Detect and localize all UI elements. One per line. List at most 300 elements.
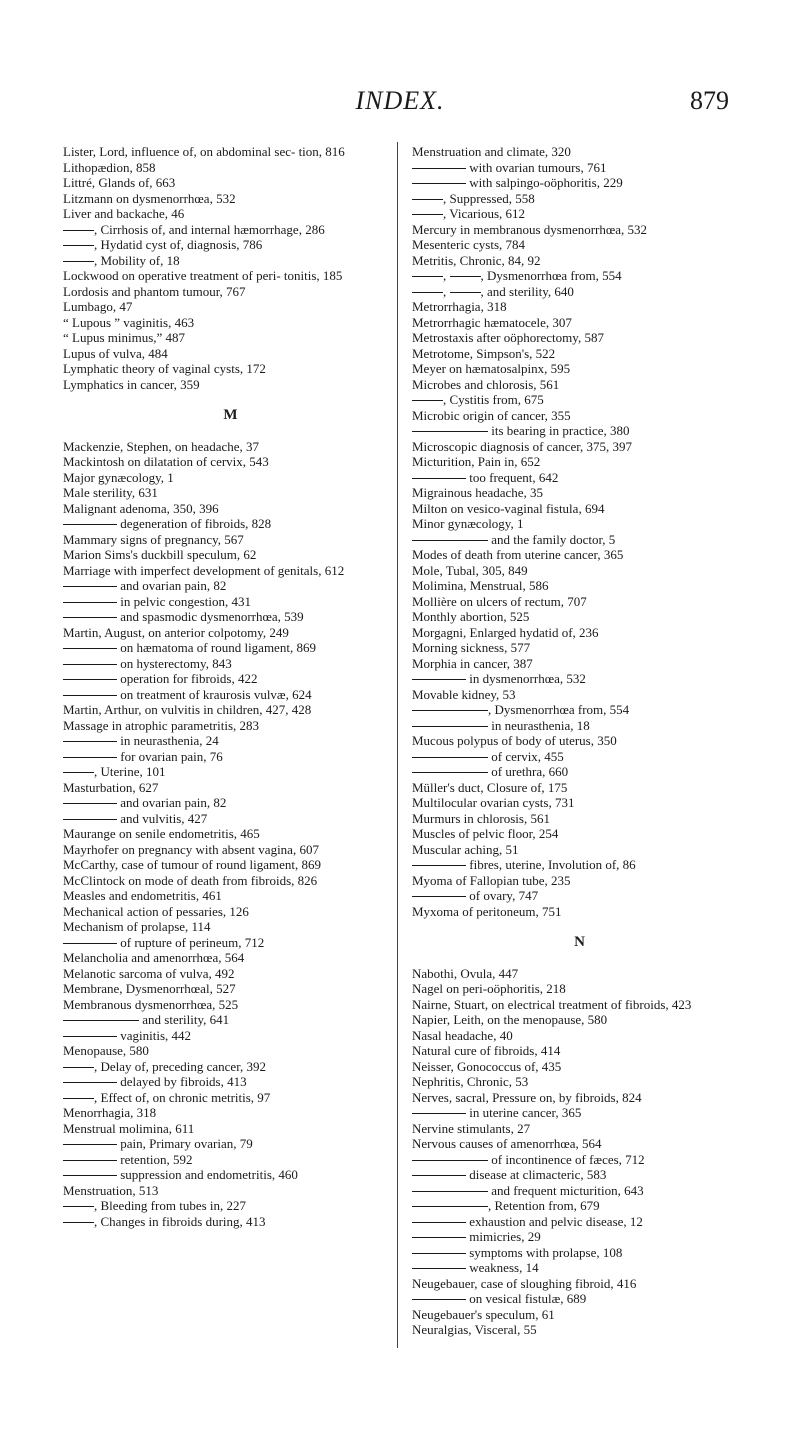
index-subentry (63, 1214, 398, 1230)
entry-text: of urethra, 660 (491, 764, 569, 779)
index-entry (412, 826, 747, 842)
index-entry (63, 780, 398, 796)
index-subentry (63, 1074, 398, 1090)
index-entry (412, 315, 747, 331)
index-subentry (63, 578, 398, 594)
entry-text: Litzmann on dysmenorrhœa, 532 (63, 190, 236, 206)
entry-text: Nabothi, Ovula, 447 (412, 965, 519, 981)
repeat-dash (63, 1067, 94, 1068)
entry-text: Morgagni, Enlarged hydatid of, 236 (412, 624, 599, 640)
repeat-dash (63, 524, 117, 525)
index-entry (63, 904, 398, 920)
section-letter-heading: M (223, 406, 238, 423)
repeat-dash (412, 1222, 466, 1223)
index-entry (412, 299, 747, 315)
index-entry (412, 1307, 747, 1323)
entry-text: Metrorrhagia, 318 (412, 299, 507, 314)
repeat-dash (412, 431, 488, 432)
entry-text: Lordosis and phantom tumour, 767 (63, 283, 246, 299)
entry-text: suppression and endometritis, 460 (120, 1167, 298, 1182)
entry-text: its bearing in practice, 380 (491, 423, 630, 438)
entry-text: Movable kidney, 53 (412, 686, 516, 702)
index-entry (412, 454, 747, 470)
entry-text: , Changes in fibroids during, 413 (94, 1213, 266, 1229)
entry-text: Microbic origin of cancer, 355 (412, 407, 571, 423)
entry-text: McClintock on mode of death from fibroids, 826 (63, 872, 318, 888)
index-entry (63, 950, 398, 966)
index-subentry (63, 935, 398, 951)
entry-text: Neugebauer, case of sloughing fibroid, 416 (412, 1275, 637, 1291)
index-subentry (412, 888, 747, 904)
entry-text: Neisser, Gonococcus of, 435 (412, 1058, 562, 1074)
index-entry (412, 1059, 747, 1075)
entry-text: and sterility, 641 (142, 1012, 230, 1027)
repeat-dash (63, 695, 117, 696)
entry-text: Lupus of vulva, 484 (63, 345, 168, 361)
entry-text: Menstrual molimina, 611 (63, 1120, 195, 1136)
entry-text: Natural cure of fibroids, 414 (412, 1043, 561, 1058)
entry-text: Lumbago, 47 (63, 299, 133, 314)
entry-text: Mackenzie, Stephen, on headache, 37 (63, 438, 260, 454)
index-entry (412, 330, 747, 346)
index-subentry (63, 1167, 398, 1183)
index-subentry (63, 609, 398, 625)
index-subentry (412, 1214, 747, 1230)
repeat-dash (63, 679, 117, 680)
entry-text: on vesical fistulæ, 689 (469, 1291, 587, 1306)
entry-text: delayed by fibroids, 413 (120, 1074, 247, 1089)
index-entry (63, 299, 398, 315)
index-entry (412, 625, 747, 641)
index-entry (63, 1105, 398, 1121)
index-subentry (412, 1291, 747, 1307)
index-entry (63, 826, 398, 842)
repeat-dash (412, 214, 443, 215)
entry-text: weakness, 14 (469, 1260, 539, 1275)
entry-text: mimicries, 29 (469, 1229, 541, 1244)
entry-text: Neuralgias, Visceral, 55 (412, 1322, 537, 1337)
entry-text: Mollière on ulcers of rectum, 707 (412, 593, 587, 609)
entry-text: Microscopic diagnosis of cancer, 375, 397 (412, 438, 633, 454)
repeat-dash (412, 292, 443, 293)
entry-text: Membranous dysmenorrhœa, 525 (63, 996, 239, 1012)
entry-text: in neurasthenia, 24 (120, 733, 219, 748)
entry-text: , and sterility, 640 (480, 283, 574, 299)
repeat-dash (63, 1222, 94, 1223)
repeat-dash (412, 168, 466, 169)
entry-text: , Retention from, 679 (488, 1198, 600, 1213)
entry-text: Masturbation, 627 (63, 779, 159, 795)
index-subentry: , , and sterility, 640 (412, 284, 747, 300)
index-entry (63, 191, 398, 207)
entry-text: on treatment of kraurosis vulvæ, 624 (120, 686, 312, 702)
entry-text: Nasal headache, 40 (412, 1027, 513, 1043)
entry-text: Menstruation, 513 (63, 1182, 159, 1198)
entry-text: pain, Primary ovarian, 79 (120, 1136, 253, 1151)
entry-text: “ Lupous ” vaginitis, 463 (63, 314, 195, 330)
entry-text: exhaustion and pelvic disease, 12 (469, 1213, 643, 1229)
index-entry (412, 811, 747, 827)
entry-text: with ovarian tumours, 761 (469, 159, 607, 175)
index-subentry (412, 1105, 747, 1121)
index-entry (412, 873, 747, 889)
entry-text: Morphia in cancer, 387 (412, 655, 533, 671)
index-entry (63, 175, 398, 191)
index-entry (412, 377, 747, 393)
index-entry (412, 485, 747, 501)
index-column-right (412, 144, 747, 1338)
index-entry (63, 361, 398, 377)
entry-text: on hysterectomy, 843 (120, 655, 232, 671)
index-subentry (63, 222, 398, 238)
index-entry (412, 842, 747, 858)
repeat-dash (63, 586, 117, 587)
entry-text: Milton on vesico-vaginal fistula, 694 (412, 500, 605, 516)
entry-text: Nerves, sacral, Pressure on, by fibroids, 824 (412, 1089, 642, 1105)
index-entry (412, 1136, 747, 1152)
repeat-dash (412, 1253, 466, 1254)
entry-text: Morning sickness, 577 (412, 640, 531, 655)
section-spacer (412, 919, 747, 935)
entry-text: Muscular aching, 51 (412, 841, 519, 857)
entry-text: Marriage with imperfect development of genitals, 612 (63, 562, 345, 578)
index-entry (63, 485, 398, 501)
repeat-dash (450, 292, 481, 293)
entry-text: , Effect of, on chronic metritis, 97 (94, 1089, 271, 1105)
entry-text: with salpingo-oöphoritis, 229 (469, 175, 623, 190)
entry-text: in dysmenorrhœa, 532 (469, 671, 586, 686)
entry-text: of incontinence of fæces, 712 (491, 1151, 645, 1167)
repeat-dash (412, 183, 466, 184)
index-entry (63, 501, 398, 517)
index-entry (63, 563, 398, 579)
index-entry (412, 547, 747, 563)
entry-text: , Dysmenorrhœa from, 554 (488, 702, 630, 717)
repeat-dash (450, 276, 481, 277)
index-entry (412, 253, 747, 269)
index-subentry (63, 516, 398, 532)
repeat-dash (63, 261, 94, 262)
index-entry (412, 687, 747, 703)
index-entry (412, 516, 747, 532)
entry-text: Measles and endometritis, 461 (63, 888, 222, 903)
repeat-dash (63, 943, 117, 944)
entry-text: Mercury in membranous dysmenorrhœa, 532 (412, 221, 648, 237)
index-subentry: , , Dysmenorrhœa from, 554 (412, 268, 747, 284)
index-subentry (63, 749, 398, 765)
index-entry (63, 1043, 398, 1059)
index-subentry (412, 392, 747, 408)
entry-text: of cervix, 455 (491, 748, 564, 764)
index-subentry (412, 718, 747, 734)
entry-text: Nervine stimulants, 27 (412, 1120, 531, 1136)
index-subentry (63, 1059, 398, 1075)
index-entry (63, 625, 398, 641)
entry-text: , Cystitis from, 675 (443, 392, 544, 407)
index-entry (412, 408, 747, 424)
index-entry (63, 377, 398, 393)
index-entry (63, 702, 398, 718)
index-subentry (412, 671, 747, 687)
index-subentry (412, 749, 747, 765)
index-subentry (63, 811, 398, 827)
index-subentry (412, 470, 747, 486)
index-entry (63, 346, 398, 362)
index-subentry (63, 1198, 398, 1214)
index-subentry (63, 764, 398, 780)
index-entry (412, 609, 747, 625)
index-entry (412, 501, 747, 517)
index-entry (63, 144, 398, 160)
entry-text: , Bleeding from tubes in, 227 (94, 1198, 247, 1213)
index-subentry (63, 1012, 398, 1028)
index-entry (412, 997, 747, 1013)
repeat-dash (63, 617, 117, 618)
index-entry (63, 997, 398, 1013)
index-entry (63, 315, 398, 331)
repeat-dash (412, 896, 466, 897)
page-number: 879 (690, 86, 729, 115)
index-entry (412, 1276, 747, 1292)
index-subentry (63, 253, 398, 269)
repeat-dash (412, 772, 488, 773)
index-subentry (412, 1183, 747, 1199)
repeat-dash (412, 726, 488, 727)
index-entry (412, 780, 747, 796)
index-entry (63, 981, 398, 997)
repeat-dash (63, 664, 117, 665)
index-entry (412, 1043, 747, 1059)
repeat-dash (412, 1175, 466, 1176)
index-entry (63, 919, 398, 935)
index-column-left (63, 144, 398, 1229)
entry-text: Neugebauer's speculum, 61 (412, 1306, 555, 1322)
entry-text: and the family doctor, 5 (491, 531, 616, 547)
entry-text: Nervous causes of amenorrhœa, 564 (412, 1136, 602, 1151)
index-subentry (63, 1090, 398, 1106)
entry-text: Mesenteric cysts, 784 (412, 237, 526, 252)
entry-text: Menstruation and climate, 320 (412, 144, 571, 159)
entry-text: Liver and backache, 46 (63, 206, 185, 221)
entry-text: for ovarian pain, 76 (120, 748, 223, 764)
repeat-dash (412, 1237, 466, 1238)
index-entry (412, 144, 747, 160)
repeat-dash (412, 478, 466, 479)
repeat-dash (412, 865, 466, 866)
entry-text: retention, 592 (120, 1151, 193, 1167)
entry-text: Lithopædion, 858 (63, 159, 156, 175)
entry-text: , Cirrhosis of, and internal hæmorrhage, 286 (94, 221, 325, 237)
index-subentry (412, 1198, 747, 1214)
index-entry (412, 439, 747, 455)
index-entry (412, 361, 747, 377)
index-subentry (63, 237, 398, 253)
index-subentry (412, 1229, 747, 1245)
entry-text: too frequent, 642 (469, 469, 559, 485)
index-entry (63, 454, 398, 470)
entry-text: Nagel on peri-oöphoritis, 218 (412, 981, 566, 996)
index-subentry (63, 671, 398, 687)
entry-text: Metrorrhagic hæmatocele, 307 (412, 314, 572, 330)
repeat-dash (412, 757, 488, 758)
entry-text: , Vicarious, 612 (443, 206, 526, 221)
entry-text: Massage in atrophic parametritis, 283 (63, 717, 260, 733)
entry-text: Metrostaxis after oöphorectomy, 587 (412, 330, 604, 345)
entry-text: Metritis, Chronic, 84, 92 (412, 252, 541, 268)
page-header (0, 86, 800, 116)
entry-text: Myoma of Fallopian tube, 235 (412, 872, 571, 888)
entry-text: McCarthy, case of tumour of round ligament, 869 (63, 857, 322, 872)
index-subentry (412, 160, 747, 176)
entry-text: and vulvitis, 427 (120, 810, 208, 826)
entry-text: Lymphatic theory of vaginal cysts, 172 (63, 361, 266, 376)
index-entry (412, 237, 747, 253)
entry-text: Melancholia and amenorrhœa, 564 (63, 950, 245, 965)
entry-text: degeneration of fibroids, 828 (120, 516, 272, 531)
index-subentry (412, 1260, 747, 1276)
index-entry (63, 206, 398, 222)
section-spacer (63, 392, 398, 408)
entry-text: Menopause, 580 (63, 1043, 149, 1058)
repeat-dash (412, 400, 443, 401)
repeat-dash (63, 772, 94, 773)
entry-text: Lymphatics in cancer, 359 (63, 376, 200, 392)
repeat-dash (412, 710, 488, 711)
repeat-dash (63, 1175, 117, 1176)
repeat-dash (63, 602, 117, 603)
entry-text: Mechanism of prolapse, 114 (63, 919, 211, 934)
entry-text: Male sterility, 631 (63, 485, 158, 500)
index-subentry (63, 640, 398, 656)
index-entry (412, 1090, 747, 1106)
repeat-dash (63, 1206, 94, 1207)
entry-text: symptoms with prolapse, 108 (469, 1244, 623, 1260)
repeat-dash (412, 679, 466, 680)
repeat-dash (63, 757, 117, 758)
repeat-dash (63, 1082, 117, 1083)
index-entry (412, 1074, 747, 1090)
index-entry (63, 330, 398, 346)
entry-text: Mayrhofer on pregnancy with absent vagina, 607 (63, 841, 319, 857)
index-subentry (412, 532, 747, 548)
entry-text: Migrainous headache, 35 (412, 485, 544, 500)
index-entry (63, 857, 398, 873)
entry-text: , Suppressed, 558 (443, 190, 535, 206)
repeat-dash (63, 1098, 94, 1099)
entry-text: Membrane, Dysmenorrhœal, 527 (63, 981, 236, 996)
index-subentry (412, 764, 747, 780)
entry-text: Martin, Arthur, on vulvitis in children, 427, 428 (63, 702, 312, 717)
entry-text: in pelvic congestion, 431 (120, 593, 251, 609)
repeat-dash (63, 1020, 139, 1021)
entry-text: Marion Sims's duckbill speculum, 62 (63, 547, 257, 562)
index-entry (63, 284, 398, 300)
entry-text: operation for fibroids, 422 (120, 671, 258, 686)
index-subentry (412, 206, 747, 222)
index-entry (63, 966, 398, 982)
index-subentry (412, 423, 747, 439)
entry-text: Mammary signs of pregnancy, 567 (63, 531, 244, 547)
entry-text: Mackintosh on dilatation of cervix, 543 (63, 454, 269, 469)
entry-text: and ovarian pain, 82 (120, 578, 227, 593)
index-entry (412, 733, 747, 749)
index-entry (63, 160, 398, 176)
index-subentry (412, 1245, 747, 1261)
index-subentry (63, 1136, 398, 1152)
index-subentry (63, 733, 398, 749)
index-entry (412, 1012, 747, 1028)
entry-text: Murmurs in chlorosis, 561 (412, 810, 550, 826)
index-entry (63, 1121, 398, 1137)
entry-text: , Delay of, preceding cancer, 392 (94, 1058, 267, 1074)
index-entry (63, 888, 398, 904)
index-subentry (412, 857, 747, 873)
section-spacer (412, 950, 747, 966)
entry-text: on hæmatoma of round ligament, 869 (120, 640, 316, 655)
entry-text: , Hydatid cyst of, diagnosis, 786 (94, 237, 263, 252)
repeat-dash (63, 230, 94, 231)
entry-text: Minor gynæcology, 1 (412, 516, 524, 531)
entry-text: Littré, Glands of, 663 (63, 175, 176, 190)
entry-text: vaginitis, 442 (120, 1027, 192, 1043)
repeat-dash (412, 540, 488, 541)
repeat-dash (412, 1299, 466, 1300)
entry-text: , Mobility of, 18 (94, 252, 180, 268)
index-subentry (63, 594, 398, 610)
entry-text: Myxoma of peritoneum, 751 (412, 903, 562, 919)
entry-text: Nairne, Stuart, on electrical treatment of fibroids, 423 (412, 996, 692, 1012)
index-entry (412, 640, 747, 656)
entry-text: , Uterine, 101 (94, 764, 166, 779)
index-entry (412, 346, 747, 362)
index-entry (63, 547, 398, 563)
entry-text: Modes of death from uterine cancer, 365 (412, 547, 624, 562)
repeat-dash (63, 819, 117, 820)
entry-text: Lister, Lord, influence of, on abdominal sec- tion, 816 (63, 144, 345, 159)
section-spacer (63, 423, 398, 439)
repeat-dash (412, 1113, 466, 1114)
index-entry (412, 594, 747, 610)
entry-text: Monthly abortion, 525 (412, 609, 530, 624)
index-subentry (412, 1152, 747, 1168)
entry-text: Maurange on senile endometritis, 465 (63, 826, 260, 841)
entry-text: disease at climacteric, 583 (469, 1167, 607, 1182)
entry-text: Mucous polypus of body of uterus, 350 (412, 733, 617, 748)
index-subentry (63, 1028, 398, 1044)
entry-text: Napier, Leith, on the menopause, 580 (412, 1012, 608, 1027)
index-entry (412, 1028, 747, 1044)
index-subentry (63, 656, 398, 672)
entry-text: Multilocular ovarian cysts, 731 (412, 795, 575, 810)
index-subentry (412, 191, 747, 207)
entry-text: in uterine cancer, 365 (469, 1105, 582, 1120)
entry-text: Metrotome, Simpson's, 522 (412, 345, 556, 361)
index-entry (63, 842, 398, 858)
entry-text: fibres, uterine, Involution of, 86 (469, 857, 636, 872)
entry-text: Menorrhagia, 318 (63, 1105, 157, 1120)
entry-text: Melanotic sarcoma of vulva, 492 (63, 965, 235, 981)
entry-text: and ovarian pain, 82 (120, 795, 227, 810)
index-entry (412, 1121, 747, 1137)
index-entry (63, 470, 398, 486)
entry-text: Mechanical action of pessaries, 126 (63, 903, 249, 919)
entry-text: Meyer on hæmatosalpinx, 595 (412, 361, 571, 376)
index-entry (63, 718, 398, 734)
entry-text: Muscles of pelvic floor, 254 (412, 826, 559, 841)
repeat-dash (412, 1191, 488, 1192)
index-subentry (412, 175, 747, 191)
repeat-dash (63, 1036, 117, 1037)
